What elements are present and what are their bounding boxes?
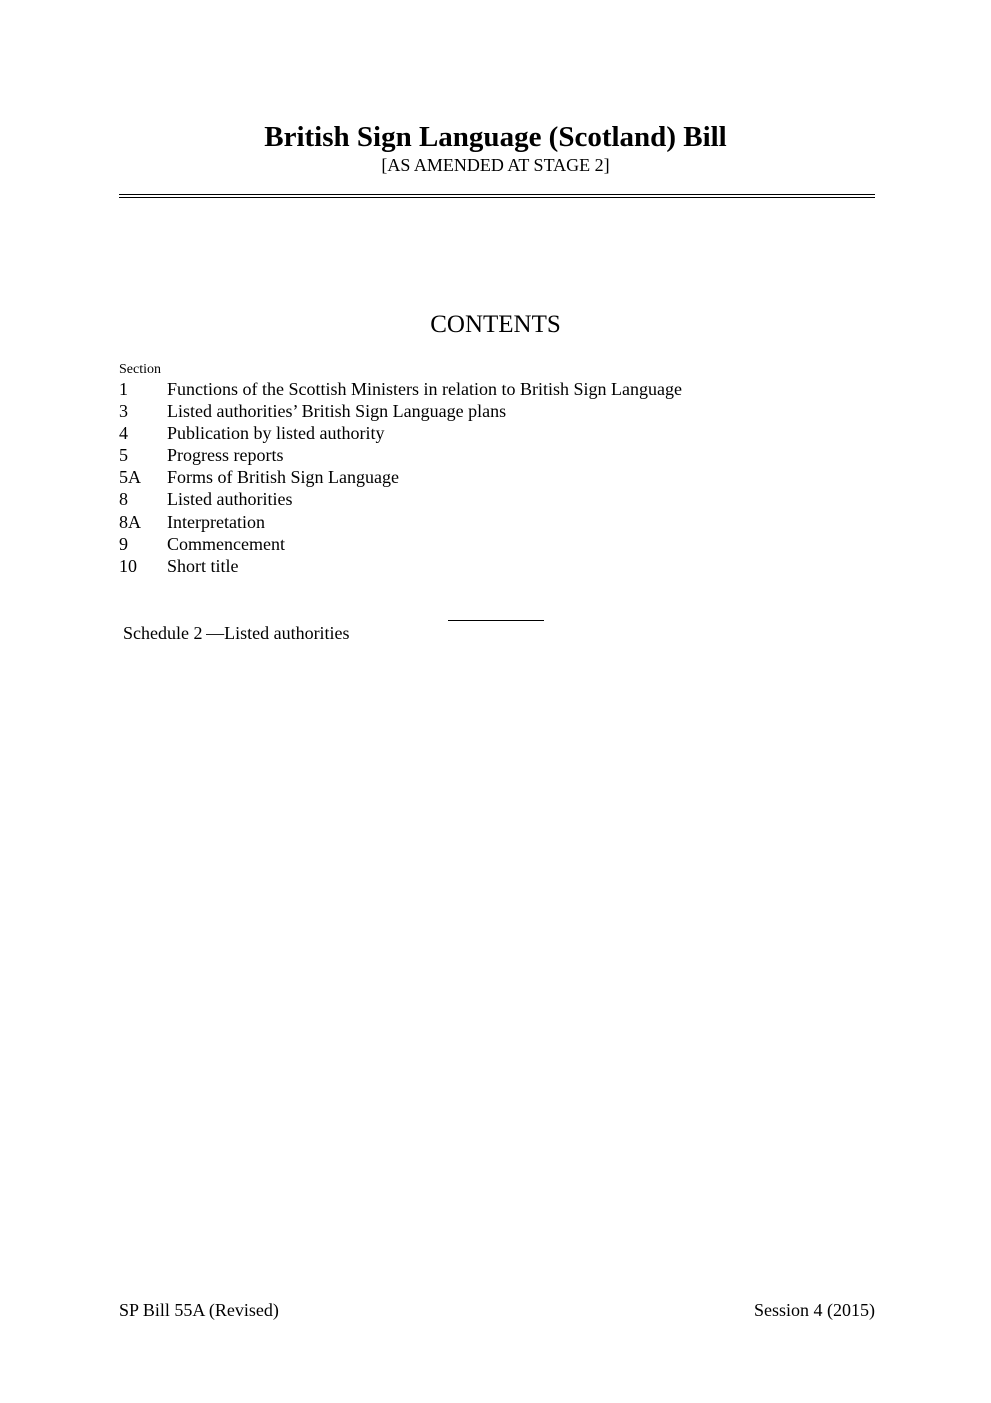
toc-entry[interactable]: [119, 400, 682, 422]
toc-section-number: 3: [119, 401, 128, 422]
footer-bill-reference: SP Bill 55A (Revised): [119, 1300, 279, 1320]
toc-entry[interactable]: [119, 555, 682, 577]
toc-entry[interactable]: [119, 533, 682, 555]
toc-section-number: 10: [119, 555, 137, 576]
schedule-divider-rule: [448, 620, 544, 621]
toc-entry[interactable]: [119, 422, 682, 444]
toc-entry[interactable]: [119, 444, 682, 466]
bill-title: British Sign Language (Scotland) Bill: [264, 121, 727, 153]
toc-schedule-entry[interactable]: Schedule 2 —Listed authorities: [123, 623, 350, 643]
toc-section-title: Functions of the Scottish Ministers in relation to British Sign Language: [167, 379, 682, 399]
toc-entry[interactable]: [119, 511, 682, 533]
toc-section-title: Commencement: [167, 533, 285, 554]
toc-section-title: Listed authorities’ British Sign Language plans: [167, 401, 507, 422]
toc-entry[interactable]: [119, 378, 682, 400]
toc-section-number: 9: [119, 533, 128, 554]
toc-section-number: 5: [119, 445, 128, 466]
toc-section-number: 8: [119, 489, 128, 510]
toc-section-number: 4: [119, 423, 128, 444]
toc-section-number: 5A: [119, 467, 141, 488]
toc-section-number: 1: [119, 379, 128, 399]
toc-section-title: Interpretation: [167, 511, 265, 532]
toc-section-title: Short title: [167, 555, 239, 576]
section-column-label: Section: [119, 362, 161, 377]
title-double-rule: [119, 194, 875, 198]
toc-entry[interactable]: [119, 466, 682, 488]
toc-entry[interactable]: [119, 488, 682, 510]
bill-stage-subtitle: [AS AMENDED AT STAGE 2]: [381, 155, 610, 175]
contents-heading: CONTENTS: [430, 311, 561, 338]
toc-section-title: Progress reports: [167, 445, 284, 466]
table-of-contents: [119, 378, 682, 577]
footer-session: Session 4 (2015): [754, 1300, 875, 1320]
toc-section-number: 8A: [119, 511, 141, 532]
toc-section-title: Listed authorities: [167, 489, 293, 510]
toc-section-title: Forms of British Sign Language: [167, 467, 399, 488]
toc-section-title: Publication by listed authority: [167, 423, 385, 444]
